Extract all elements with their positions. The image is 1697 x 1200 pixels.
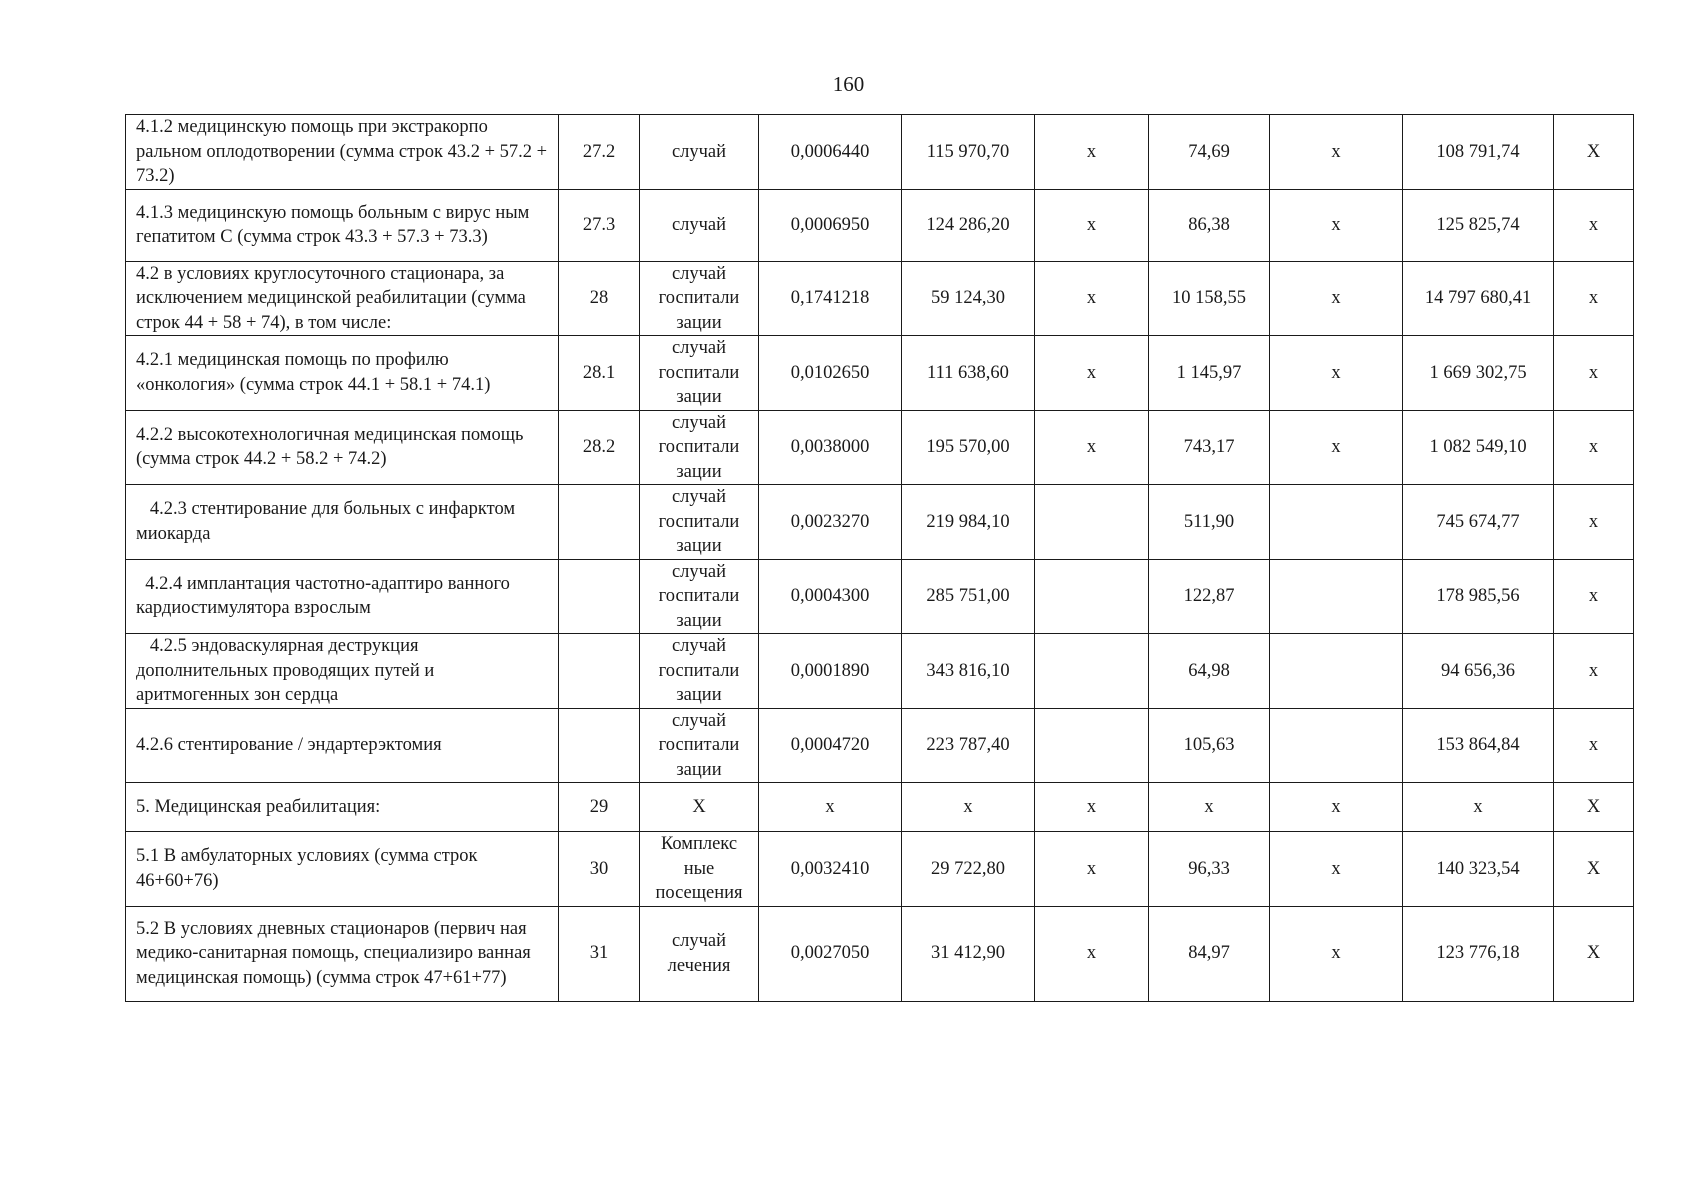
cell-col10: Х <box>1554 906 1634 1001</box>
cell-description: 4.1.3 медицинскую помощь больным с вирус ным гепатитом С (сумма строк 43.3 + 57.3 + 73.3) <box>126 189 559 261</box>
cell-line-number: 31 <box>559 906 640 1001</box>
cell-col6: х <box>1035 410 1149 485</box>
table-body <box>126 115 1634 1002</box>
cell-line-number: 29 <box>559 783 640 832</box>
cell-col9: 153 864,84 <box>1403 708 1554 783</box>
table-row <box>126 634 1634 709</box>
cell-col9: 14 797 680,41 <box>1403 261 1554 336</box>
cell-col8: х <box>1270 189 1403 261</box>
cell-unit: случай госпитали зации <box>640 708 759 783</box>
cell-volume: 0,0102650 <box>759 336 902 411</box>
cell-col9: 1 669 302,75 <box>1403 336 1554 411</box>
cell-volume: 0,0006950 <box>759 189 902 261</box>
table-row <box>126 261 1634 336</box>
cell-unit: Х <box>640 783 759 832</box>
table-row <box>126 410 1634 485</box>
cell-description: 5.1 В амбулаторных условиях (сумма строк 46+60+76) <box>126 832 559 907</box>
cell-cost: 111 638,60 <box>902 336 1035 411</box>
cell-col6 <box>1035 708 1149 783</box>
cell-col9: 1 082 549,10 <box>1403 410 1554 485</box>
page-number: 160 <box>832 72 865 96</box>
cell-col7: 105,63 <box>1149 708 1270 783</box>
table-row <box>126 485 1634 560</box>
cell-volume: 0,0004720 <box>759 708 902 783</box>
cell-col6 <box>1035 485 1149 560</box>
cell-col7: 743,17 <box>1149 410 1270 485</box>
cell-col10: х <box>1554 336 1634 411</box>
cell-col8 <box>1270 559 1403 634</box>
cell-col10: х <box>1554 189 1634 261</box>
table-row <box>126 336 1634 411</box>
cell-cost: 195 570,00 <box>902 410 1035 485</box>
cell-unit: случай госпитали зации <box>640 410 759 485</box>
cell-line-number: 27.3 <box>559 189 640 261</box>
cell-volume: 0,0023270 <box>759 485 902 560</box>
cell-unit: Комплекс ные посещения <box>640 832 759 907</box>
cell-cost: 115 970,70 <box>902 115 1035 190</box>
cell-unit: случай госпитали зации <box>640 485 759 560</box>
cell-unit: случай госпитали зации <box>640 634 759 709</box>
cell-description: 4.2 в условиях круглосуточного стационара, за исключением медицинской реабилитации (сумма строк 44 + 58 + 74), в том числе: <box>126 261 559 336</box>
cell-cost: 343 816,10 <box>902 634 1035 709</box>
cell-col10: Х <box>1554 832 1634 907</box>
cell-col6: х <box>1035 336 1149 411</box>
cell-col9: 94 656,36 <box>1403 634 1554 709</box>
cell-col10: х <box>1554 559 1634 634</box>
cell-col9: 178 985,56 <box>1403 559 1554 634</box>
cell-col7: 74,69 <box>1149 115 1270 190</box>
cell-col8: х <box>1270 410 1403 485</box>
cell-volume: 0,0006440 <box>759 115 902 190</box>
cell-col7: 511,90 <box>1149 485 1270 560</box>
cell-col10: х <box>1554 261 1634 336</box>
cell-cost: 219 984,10 <box>902 485 1035 560</box>
cell-col7: 1 145,97 <box>1149 336 1270 411</box>
cell-line-number: 27.2 <box>559 115 640 190</box>
cell-volume: 0,0001890 <box>759 634 902 709</box>
cell-unit: случай лечения <box>640 906 759 1001</box>
cell-col9: 140 323,54 <box>1403 832 1554 907</box>
cell-col6 <box>1035 634 1149 709</box>
cell-col8: х <box>1270 336 1403 411</box>
cell-description: 4.2.2 высокотехнологичная медицинская помощь (сумма строк 44.2 + 58.2 + 74.2) <box>126 410 559 485</box>
cell-col7: 86,38 <box>1149 189 1270 261</box>
cell-col6: х <box>1035 832 1149 907</box>
cell-col10: х <box>1554 708 1634 783</box>
cell-col8: х <box>1270 832 1403 907</box>
cell-col6: х <box>1035 906 1149 1001</box>
cell-col8: х <box>1270 261 1403 336</box>
cell-volume: 0,0038000 <box>759 410 902 485</box>
cell-volume: 0,0027050 <box>759 906 902 1001</box>
cell-cost: 29 722,80 <box>902 832 1035 907</box>
cell-cost: 285 751,00 <box>902 559 1035 634</box>
cell-description: 5. Медицинская реабилитация: <box>126 783 559 832</box>
cell-line-number: 28.2 <box>559 410 640 485</box>
cell-description: 4.2.4 имплантация частотно-адаптиро ванного кардиостимулятора взрослым <box>126 559 559 634</box>
cell-line-number: 28 <box>559 261 640 336</box>
cell-col6 <box>1035 559 1149 634</box>
cell-col7: 96,33 <box>1149 832 1270 907</box>
cell-line-number: 30 <box>559 832 640 907</box>
cell-unit: случай <box>640 115 759 190</box>
cell-unit: случай госпитали зации <box>640 336 759 411</box>
cell-unit: случай госпитали зации <box>640 559 759 634</box>
cell-col8 <box>1270 708 1403 783</box>
cell-col9: 125 825,74 <box>1403 189 1554 261</box>
cell-col10: Х <box>1554 783 1634 832</box>
cell-col8: х <box>1270 783 1403 832</box>
table-row <box>126 708 1634 783</box>
cell-col7: 122,87 <box>1149 559 1270 634</box>
cell-col8 <box>1270 485 1403 560</box>
cell-unit: случай госпитали зации <box>640 261 759 336</box>
cell-cost: 124 286,20 <box>902 189 1035 261</box>
cell-col8: х <box>1270 906 1403 1001</box>
cell-col10: Х <box>1554 115 1634 190</box>
cell-col8: х <box>1270 115 1403 190</box>
cell-unit: случай <box>640 189 759 261</box>
cell-volume: х <box>759 783 902 832</box>
table-row <box>126 559 1634 634</box>
tariff-table <box>125 114 1634 1002</box>
table-row <box>126 783 1634 832</box>
cell-description: 4.2.6 стентирование / эндартерэктомия <box>126 708 559 783</box>
cell-col7: х <box>1149 783 1270 832</box>
cell-col9: 123 776,18 <box>1403 906 1554 1001</box>
cell-cost: 59 124,30 <box>902 261 1035 336</box>
cell-description: 4.1.2 медицинскую помощь при экстракорпо ральном оплодотворении (сумма строк 43.2 + 57.2 + 73.2) <box>126 115 559 190</box>
cell-line-number <box>559 708 640 783</box>
cell-col8 <box>1270 634 1403 709</box>
cell-col6: х <box>1035 115 1149 190</box>
cell-volume: 0,0004300 <box>759 559 902 634</box>
cell-col9: х <box>1403 783 1554 832</box>
cell-col7: 10 158,55 <box>1149 261 1270 336</box>
cell-col10: х <box>1554 410 1634 485</box>
cell-volume: 0,0032410 <box>759 832 902 907</box>
cell-col7: 84,97 <box>1149 906 1270 1001</box>
table-row <box>126 115 1634 190</box>
cell-col6: х <box>1035 189 1149 261</box>
table-row <box>126 906 1634 1001</box>
cell-col10: х <box>1554 485 1634 560</box>
cell-volume: 0,1741218 <box>759 261 902 336</box>
cell-line-number: 28.1 <box>559 336 640 411</box>
cell-description: 4.2.5 эндоваскулярная деструкция дополнительных проводящих путей и аритмогенных зон сердца <box>126 634 559 709</box>
cell-col6: х <box>1035 261 1149 336</box>
cell-line-number <box>559 634 640 709</box>
cell-col9: 108 791,74 <box>1403 115 1554 190</box>
cell-cost: х <box>902 783 1035 832</box>
cell-col10: х <box>1554 634 1634 709</box>
cell-cost: 31 412,90 <box>902 906 1035 1001</box>
cell-description: 4.2.1 медицинская помощь по профилю «онкология» (сумма строк 44.1 + 58.1 + 74.1) <box>126 336 559 411</box>
cell-col6: х <box>1035 783 1149 832</box>
table-row <box>126 832 1634 907</box>
cell-line-number <box>559 559 640 634</box>
cell-description: 4.2.3 стентирование для больных с инфарктом миокарда <box>126 485 559 560</box>
cell-col7: 64,98 <box>1149 634 1270 709</box>
cell-line-number <box>559 485 640 560</box>
cell-cost: 223 787,40 <box>902 708 1035 783</box>
cell-col9: 745 674,77 <box>1403 485 1554 560</box>
table-row <box>126 189 1634 261</box>
cell-description: 5.2 В условиях дневных стационаров (первич ная медико-санитарная помощь, специализиро ванная медицинская помощь) (сумма строк 47+61+77) <box>126 906 559 1001</box>
